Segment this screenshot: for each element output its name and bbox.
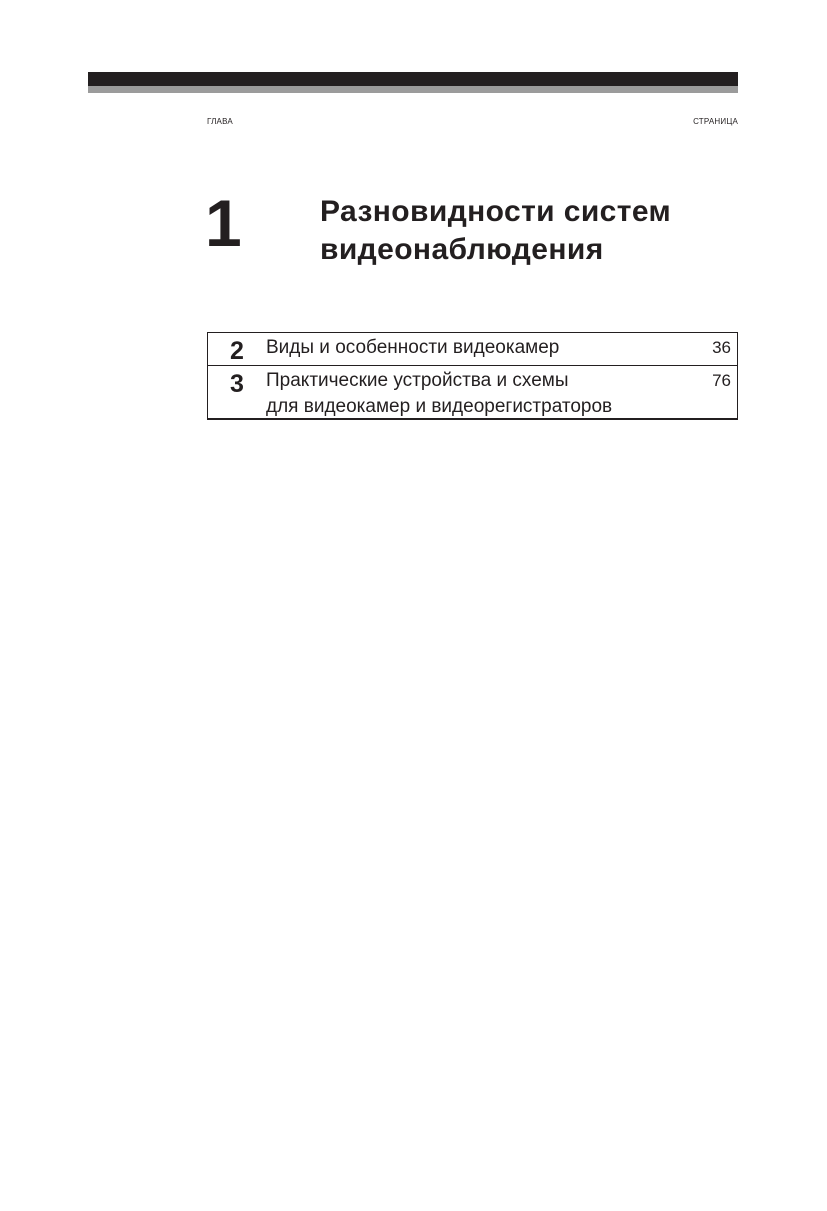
toc-row[interactable] — [208, 366, 737, 418]
toc-row[interactable] — [208, 333, 737, 366]
toc-title-line-1: Виды и особенности видеокамер — [266, 337, 560, 358]
chapter-number: 1 — [205, 186, 242, 260]
chapter-title-line-1: Разновидности систем — [320, 195, 672, 228]
header-bar-dark — [88, 72, 738, 86]
chapter-column-label: ГЛАВА — [207, 117, 233, 126]
toc-chapter-number: 2 — [230, 337, 244, 365]
table-of-contents — [207, 332, 738, 420]
toc-chapter-title — [266, 333, 691, 361]
toc-chapter-title — [266, 366, 691, 420]
toc-page-number: 36 — [712, 338, 731, 357]
header-bar-gray — [88, 86, 738, 93]
chapter-title — [320, 193, 740, 269]
toc-title-line-1: Практические устройства и схемы — [266, 370, 569, 391]
toc-chapter-number: 3 — [230, 370, 244, 398]
toc-page-number: 76 — [712, 371, 731, 390]
toc-title-line-2: для видеокамер и видеорегистраторов — [266, 396, 613, 417]
chapter-title-line-2: видеонаблюдения — [320, 233, 604, 266]
page-column-label: СТРАНИЦА — [693, 117, 738, 126]
